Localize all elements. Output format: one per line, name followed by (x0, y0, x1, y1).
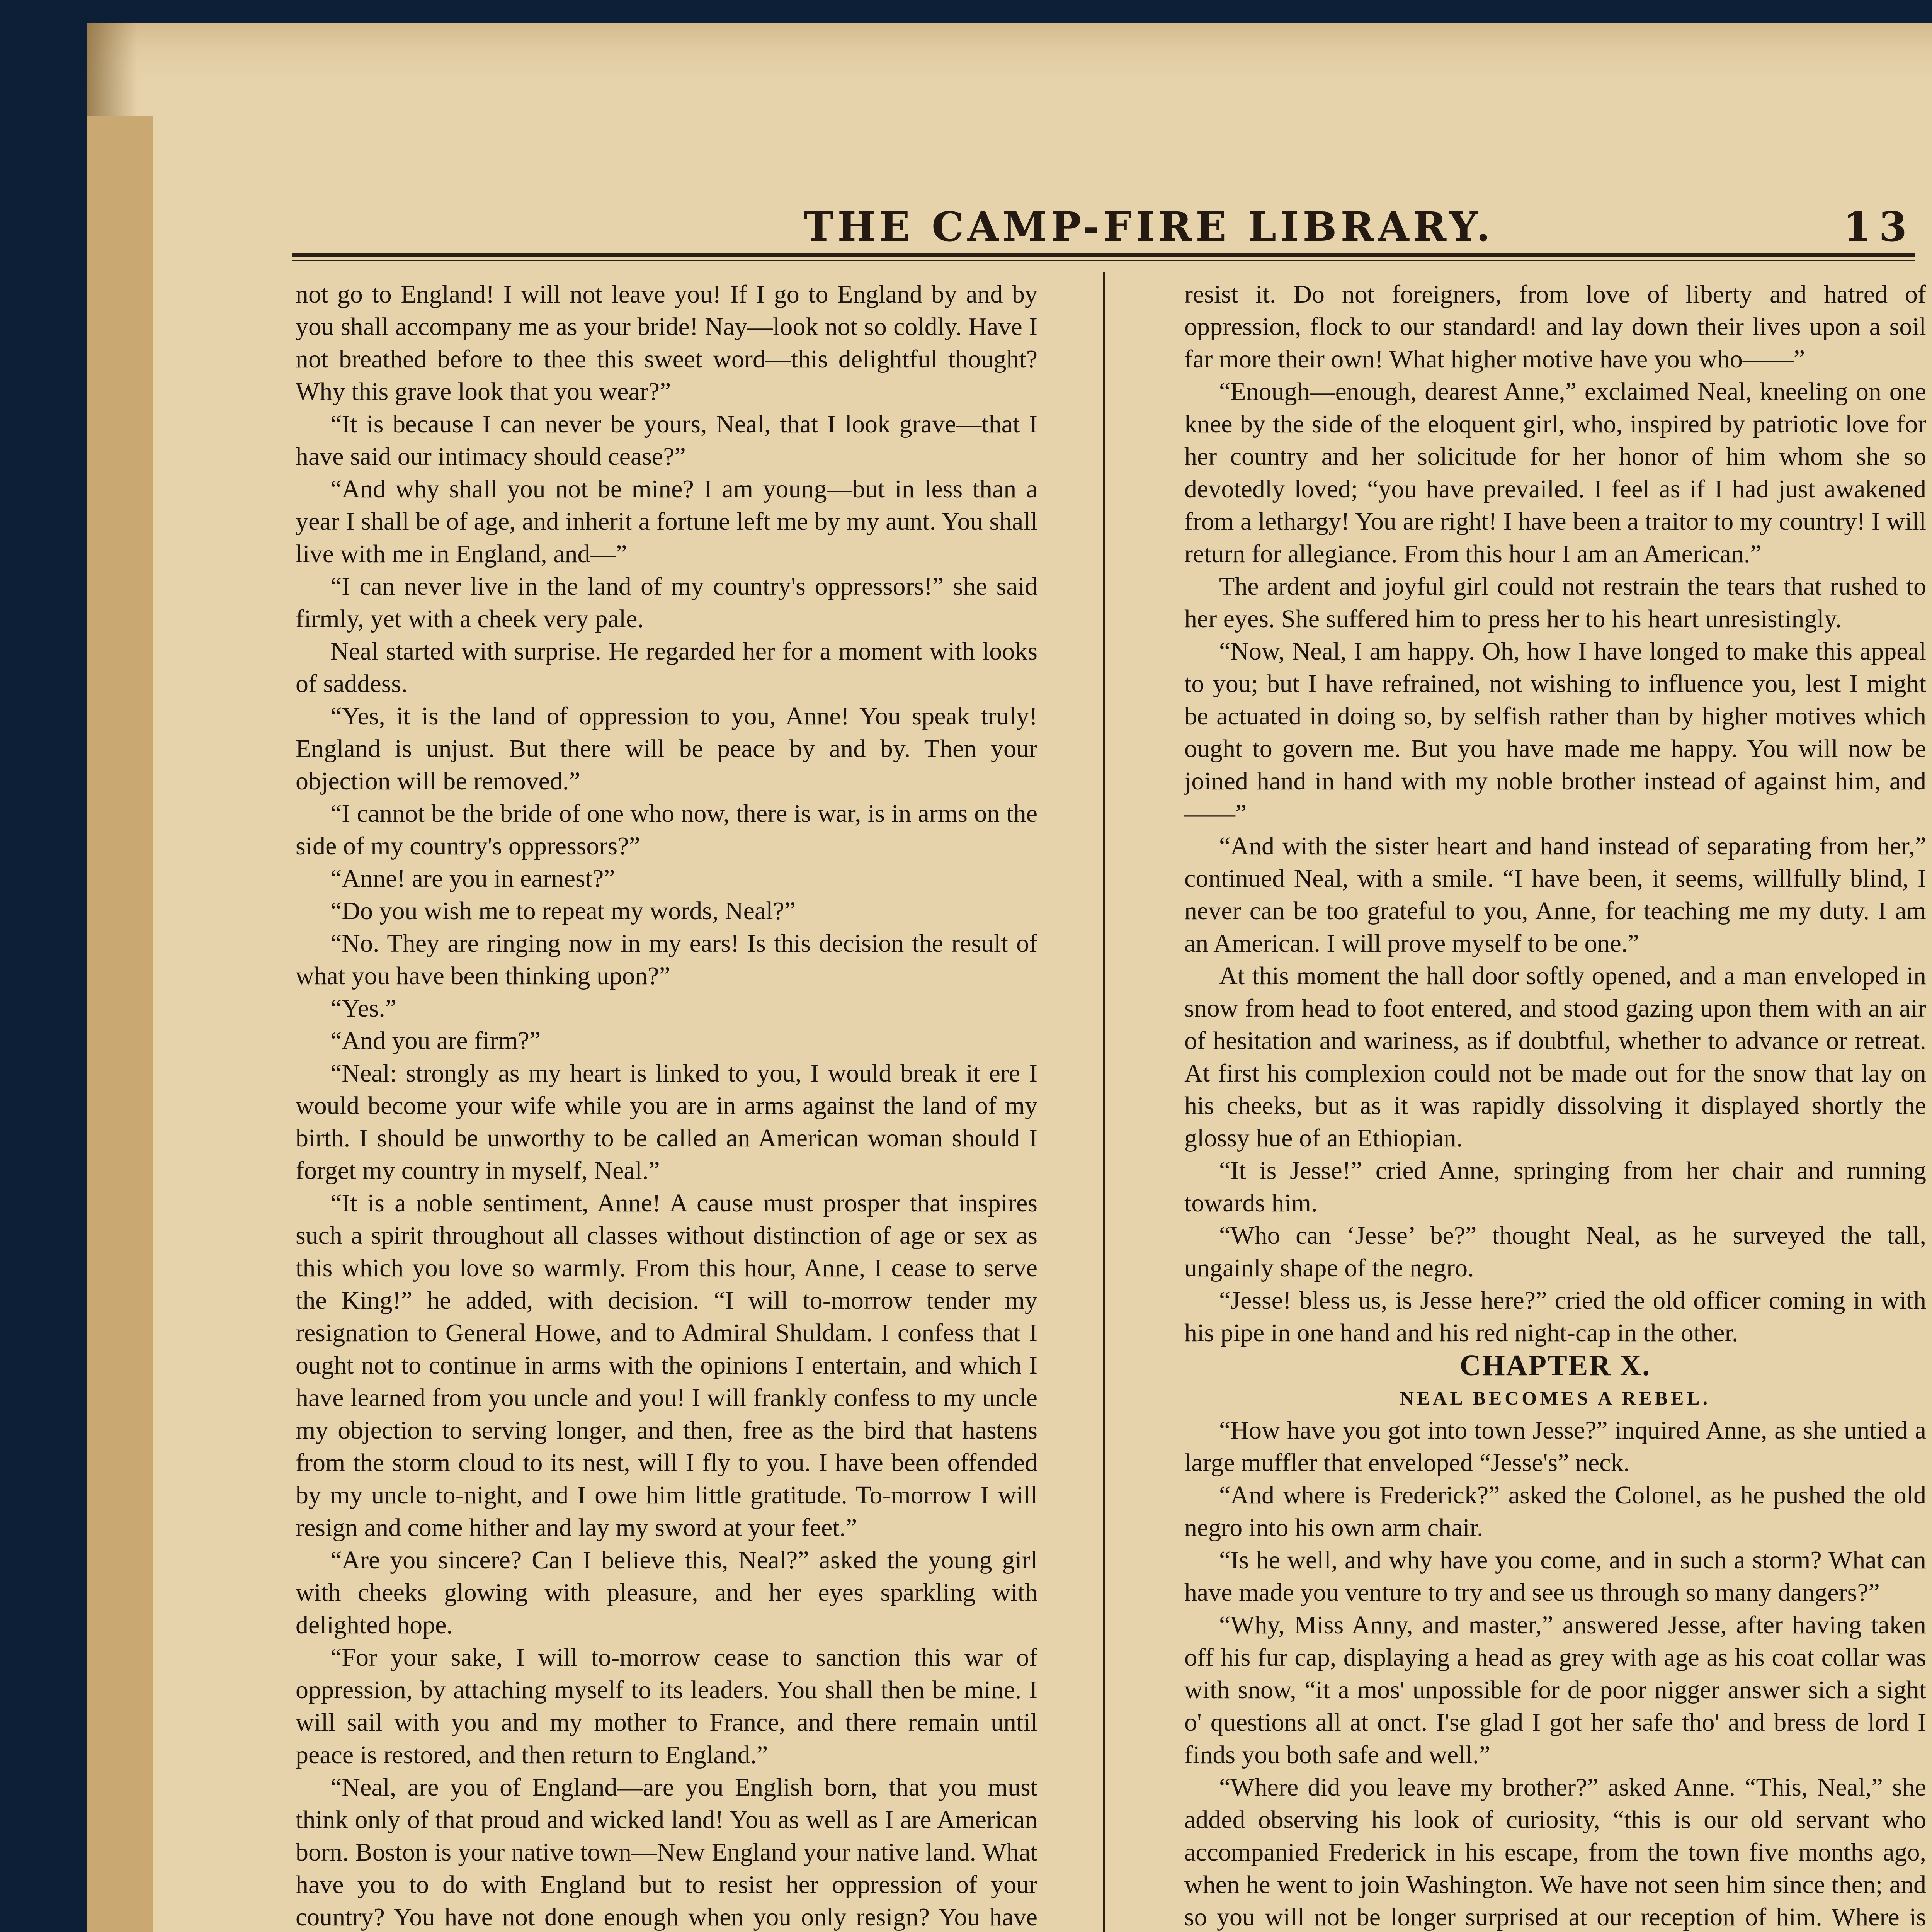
header-rule (292, 253, 1915, 257)
paragraph: Neal started with surprise. He regarded her for a moment with looks of saddess. (296, 637, 1037, 698)
paragraph: “Where did you leave my brother?” asked Anne. “This, Neal,” she added observing his look of curiosity, “this is our old servant who accompanied Frederick in his escape, from the town five months ago, when he went to join Washington. We have not seen him since then; and so you will not be longer surprised at our reception of him. Where is (1184, 1773, 1926, 1931)
header-rule-thin (292, 260, 1915, 261)
paragraph: “Why, Miss Anny, and master,” answered Jesse, after having taken off his fur cap, displaying a head as grey with age as his coat collar was with snow, “it a mos' unpossible for de poor nigger answer sich a sight o' questions all at onct. I'se glad I got her safe tho' and bress de lord I finds you both safe and well.” (1184, 1611, 1926, 1769)
paragraph: resist it. Do not foreigners, from love of liberty and hatred of oppression, flock to our standard! and lay down their lives upon a soil far more their own! What higher motive have you who——” (1184, 280, 1926, 373)
paragraph: “And where is Frederick?” asked the Colonel, as he pushed the old negro into his own arm chair. (1184, 1481, 1926, 1542)
paragraph: “Now, Neal, I am happy. Oh, how I have longed to make this appeal to you; but I have refrained, not wishing to influence you, lest I might be actuated in doing so, by selfish rather than by higher motives which ought to govern me. But you have made me happy. You will now be joined hand in hand with my noble brother instead of against him, and——” (1184, 637, 1926, 828)
column-divider (1103, 272, 1105, 1932)
paragraph: “And with the sister heart and hand instead of separating from her,” continued Neal, with a smile. “I have been, it seems, willfully blind, I never can be too grateful to you, Anne, for teaching me my duty. I am an American. I will prove myself to be one.” (1184, 832, 1926, 957)
paragraph: “Are you sincere? Can I believe this, Neal?” asked the young girl with cheeks glowing with pleasure, and her eyes sparkling with delighted hope. (296, 1546, 1037, 1639)
paragraph: “Neal: strongly as my heart is linked to you, I would break it ere I would become your wife while you are in arms against the land of my birth. I should be unworthy to be called an American woman should I forget my country in myself, Neal.” (296, 1059, 1037, 1185)
paragraph: “I cannot be the bride of one who now, there is war, is in arms on the side of my country's oppressors?” (296, 799, 1037, 860)
paragraph: The ardent and joyful girl could not restrain the tears that rushed to her eyes. She suffered him to press her to his heart unresistingly. (1184, 572, 1926, 633)
paragraph: “Anne! are you in earnest?” (330, 864, 615, 893)
paragraph: “It is because I can never be yours, Neal, that I look grave—that I have said our intimacy should cease?” (296, 410, 1037, 471)
paragraph: “Do you wish me to repeat my words, Neal?” (330, 897, 796, 925)
paragraph: “Neal, are you of England—are you English born, that you must think only of that proud and wicked land! You as well as I are American born. Boston is your native town—New England your native land. What have you to do with England but to resist her oppression of your country? You have not done enough when you only resign? You have (296, 1773, 1037, 1931)
paragraph: “I can never live in the land of my country's oppressors!” she said firmly, yet with a cheek very pale. (296, 572, 1037, 633)
page-spine-edge (87, 116, 153, 1932)
paragraph: “Jesse! bless us, is Jesse here?” cried the old officer coming in with his pipe in one hand and his red night-cap in the other. (1184, 1286, 1926, 1347)
paragraph: “How have you got into town Jesse?” inquired Anne, as she untied a large muffler that enveloped “Jesse's” neck. (1184, 1416, 1926, 1477)
paragraph: “Yes.” (330, 994, 397, 1022)
paragraph: “No. They are ringing now in my ears! Is this decision the result of what you have been thinking upon?” (296, 929, 1037, 990)
paragraph: “And why shall you not be mine? I am young—but in less than a year I shall be of age, and inherit a fortune left me by my aunt. You shall live with me in England, and—” (296, 475, 1037, 568)
page-number: 13 (1843, 203, 1915, 250)
paragraph: “Enough—enough, dearest Anne,” exclaimed Neal, kneeling on one knee by the side of the eloquent girl, who, inspired by patriotic love for her country and her solicitude for her honor of him whom she so devotedly loved; “you have prevailed. I feel as if I had just awakened from a lethargy! You are right! I have been a traitor to my country! I will return for allegiance. From this hour I am an American.” (1184, 378, 1926, 568)
paragraph: “It is Jesse!” cried Anne, springing from her chair and running towards him. (1184, 1156, 1926, 1217)
paragraph: “Yes, it is the land of oppression to you, Anne! You speak truly! England is unjust. But there will be peace by and by. Then your objection will be removed.” (296, 702, 1037, 795)
chapter-title: CHAPTER X. (1459, 1349, 1651, 1382)
right-column (1184, 278, 1926, 1932)
left-column (296, 278, 1037, 1932)
paragraph: “Who can ‘Jesse’ be?” thought Neal, as he surveyed the tall, ungainly shape of the negro. (1184, 1221, 1926, 1282)
paragraph: “And you are firm?” (330, 1027, 541, 1055)
paragraph: “It is a noble sentiment, Anne! A cause must prosper that inspires such a spirit throughout all classes without distinction of age or sex as this which you love so warmly. From this hour, Anne, I cease to serve the King!” he added, with decision. “I will to-morrow tender my resignation to General Howe, and to Admiral Shuldam. I confess that I ought not to continue in arms with the opinions I entertain, and which I have learned from you uncle and you! I will frankly confess to my uncle my objection to serving longer, and then, free as the bird that hastens from the storm cloud to its nest, will I fly to you. I have been offended by my uncle to-night, and I owe him little gratitude. To-morrow I will resign and come hither and lay my sword at your feet.” (296, 1189, 1037, 1542)
paragraph: “Is he well, and why have you come, and in such a storm? What can have made you venture to try and see us through so many dangers?” (1184, 1546, 1926, 1607)
page-header (292, 199, 1915, 261)
chapter-subtitle: NEAL BECOMES A REBEL. (1400, 1387, 1711, 1409)
paragraph: not go to England! I will not leave you! If I go to England by and by you shall accompany me as your bride! Nay—look not so coldly. Have I not breathed before to thee this sweet word—this delightful thought? Why this grave look that you wear?” (296, 280, 1037, 406)
paragraph: “For your sake, I will to-morrow cease to sanction this war of oppression, by attaching myself to its leaders. You shall then be mine. I will sail with you and my mother to France, and there remain until peace is restored, and then return to England.” (296, 1643, 1037, 1769)
paragraph: At this moment the hall door softly opened, and a man enveloped in snow from head to foot entered, and stood gazing upon them with an air of hesitation and wariness, as if doubtful, whether to advance or retreat. At first his complexion could not be made out for the snow that lay on his cheeks, but as it was rapidly dissolving it displayed shortly the glossy hue of an Ethiopian. (1184, 962, 1926, 1152)
running-title: THE CAMP-FIRE LIBRARY. (804, 203, 1494, 250)
